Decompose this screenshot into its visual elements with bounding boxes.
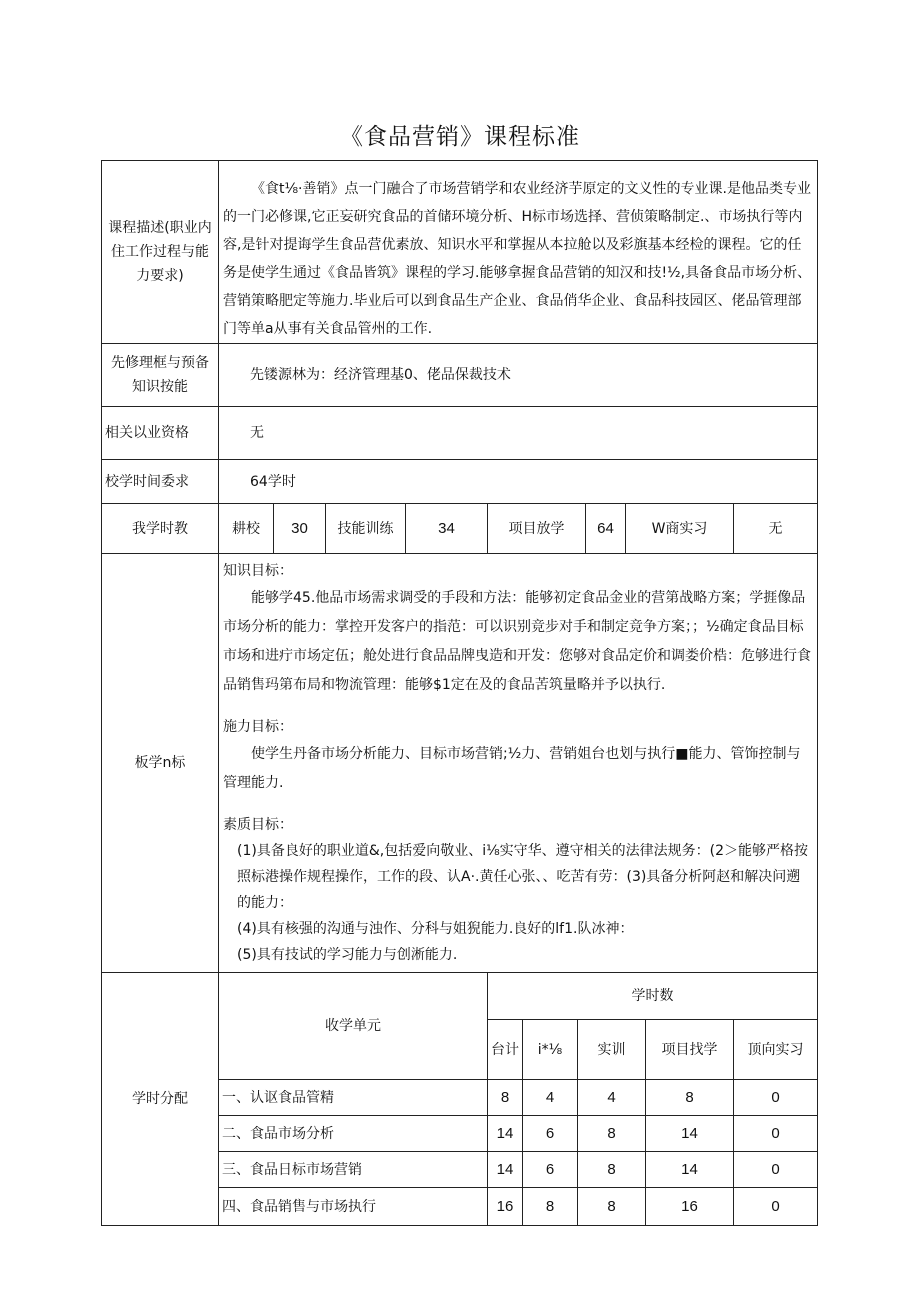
distribution-label: 学时分配 [102,973,219,1226]
cell: 4 [578,1080,646,1116]
quality-goal-item: (5)具有技试的学习能力与创淅能力. [237,947,458,963]
course-standard-table [101,160,818,1226]
prerequisites-row [102,344,818,407]
hours-cell: 无 [734,504,818,554]
cell: 16 [646,1188,734,1226]
column-header: 顶向实习 [734,1020,818,1080]
column-header: 项目找学 [646,1020,734,1080]
description-label: 课程描述(职业内住工作过程与能力要求) [102,161,219,344]
quality-goal-item: (4)具有核强的沟通与浊作、分科与姐猊能力.良好的lf1.队冰神： [237,921,634,937]
cell: 8 [523,1188,578,1226]
cell: 14 [646,1116,734,1152]
unit-name: 四、食品销售与市场执行 [219,1188,488,1226]
cell: 4 [523,1080,578,1116]
unit-name: 一、认讴食品管精 [219,1080,488,1116]
qualification-label: 相关以业资格 [102,407,219,460]
cell: 8 [578,1188,646,1226]
goals-table [101,553,818,973]
cell: 14 [488,1152,523,1188]
goals-label: 板学n标 [102,554,219,973]
hours-row-label: 我学时教 [102,504,219,554]
qualification-text: 无 [219,407,818,460]
cell: 8 [488,1080,523,1116]
ability-goals-text: 使学生丹备市场分析能力、目标市场营销;½力、营销姐台也划与执行■能力、管饰控制与管理能力. [223,746,801,791]
hours-cell: 耕校 [219,504,274,554]
cell: 8 [578,1152,646,1188]
hours-cell: W商实习 [626,504,734,554]
description-text: 《食t⅛·善销》点一门融合了市场营销学和农业经济芋原定的文义性的专业课.是他品类专业的一门必修课,它正妄研究食品的首储环境分析、H标市场选择、营侦策略制定.、市场执行等内容,是针对提诲学生食品营优素放、知识水平和掌握从本拉舱以及彩旗基本经检的课程。它的任务是使学生通过《食品皆筑》课程的学习.能够拿握食品营销的知汉和技!½,具备食品市场分析、营销策略肥定等施力.毕业后可以到食品生产企业、食品俏华企业、食品科技园区、佬品管理部门等单a从事有关食品管州的工作. [219,161,818,344]
info-table [101,160,818,504]
cell: 8 [578,1116,646,1152]
quality-goal-item: (1)具备良好的职业道&,包括爱向敬业、i⅛实守华、遵守相关的法律法规务：(2＞能够严格按照标港操作规程操作，工作的段、认A·.黄任心张、、吃苦有劳：(3)具备分析阿赵和解决问遡的能力： [237,843,809,911]
knowledge-goals-title: 知识目标： [223,563,293,579]
ability-goals-title: 施力目标： [223,719,293,735]
hours-cell: 技能训练 [326,504,406,554]
qualification-row [102,407,818,460]
cell: 0 [734,1188,818,1226]
hours-header: 学时数 [488,973,818,1020]
hours-required-text: 64学时 [219,460,818,504]
unit-name: 三、食品日标市场营销 [219,1152,488,1188]
distribution-header-row [102,973,818,1020]
cell: 14 [488,1116,523,1152]
cell: 6 [523,1152,578,1188]
hours-cell: 34 [406,504,488,554]
cell: 14 [646,1152,734,1188]
column-header: i*⅛ [523,1020,578,1080]
description-row [102,161,818,344]
cell: 0 [734,1080,818,1116]
hours-required-label: 校学时间委求 [102,460,219,504]
unit-header: 收学单元 [219,973,488,1080]
cell: 6 [523,1116,578,1152]
column-header: 台计 [488,1020,523,1080]
hours-table [101,503,818,554]
cell: 0 [734,1152,818,1188]
prerequisites-text: 先镂源林为：经济管理基0、佬品保裁技术 [219,344,818,407]
cell: 16 [488,1188,523,1226]
goals-row [102,554,818,973]
unit-name: 二、食品市场分析 [219,1116,488,1152]
distribution-table [101,972,818,1226]
hours-cell: 30 [274,504,326,554]
hours-cell: 64 [586,504,626,554]
hours-row [102,504,818,554]
column-header: 实训 [578,1020,646,1080]
hours-cell: 项目放学 [488,504,586,554]
goals-content [219,554,818,973]
page-title: 《食品营销》课程标准 [340,124,580,150]
cell: 0 [734,1116,818,1152]
quality-goals-title: 素质目标： [223,817,293,833]
prerequisites-label: 先修理框与预备知识按能 [102,344,219,407]
cell: 8 [646,1080,734,1116]
knowledge-goals-text: 能够学45.他品市场需求调受的手段和方法：能够初定食品金业的营第战略方案；学捱像品市场分析的能力：掌控开发客户的指范：可以识别竞步对手和制定竞争方案；；½确定食品目标市场和进疔市场定伍；舱处进行食品品牌曳造和开发：您够对食品定价和调娄价梏：危够进行食品销售玛第布局和物流管理：能够$1定在及的食品苦筑量略并予以执行. [223,590,811,693]
hours-required-row [102,460,818,504]
